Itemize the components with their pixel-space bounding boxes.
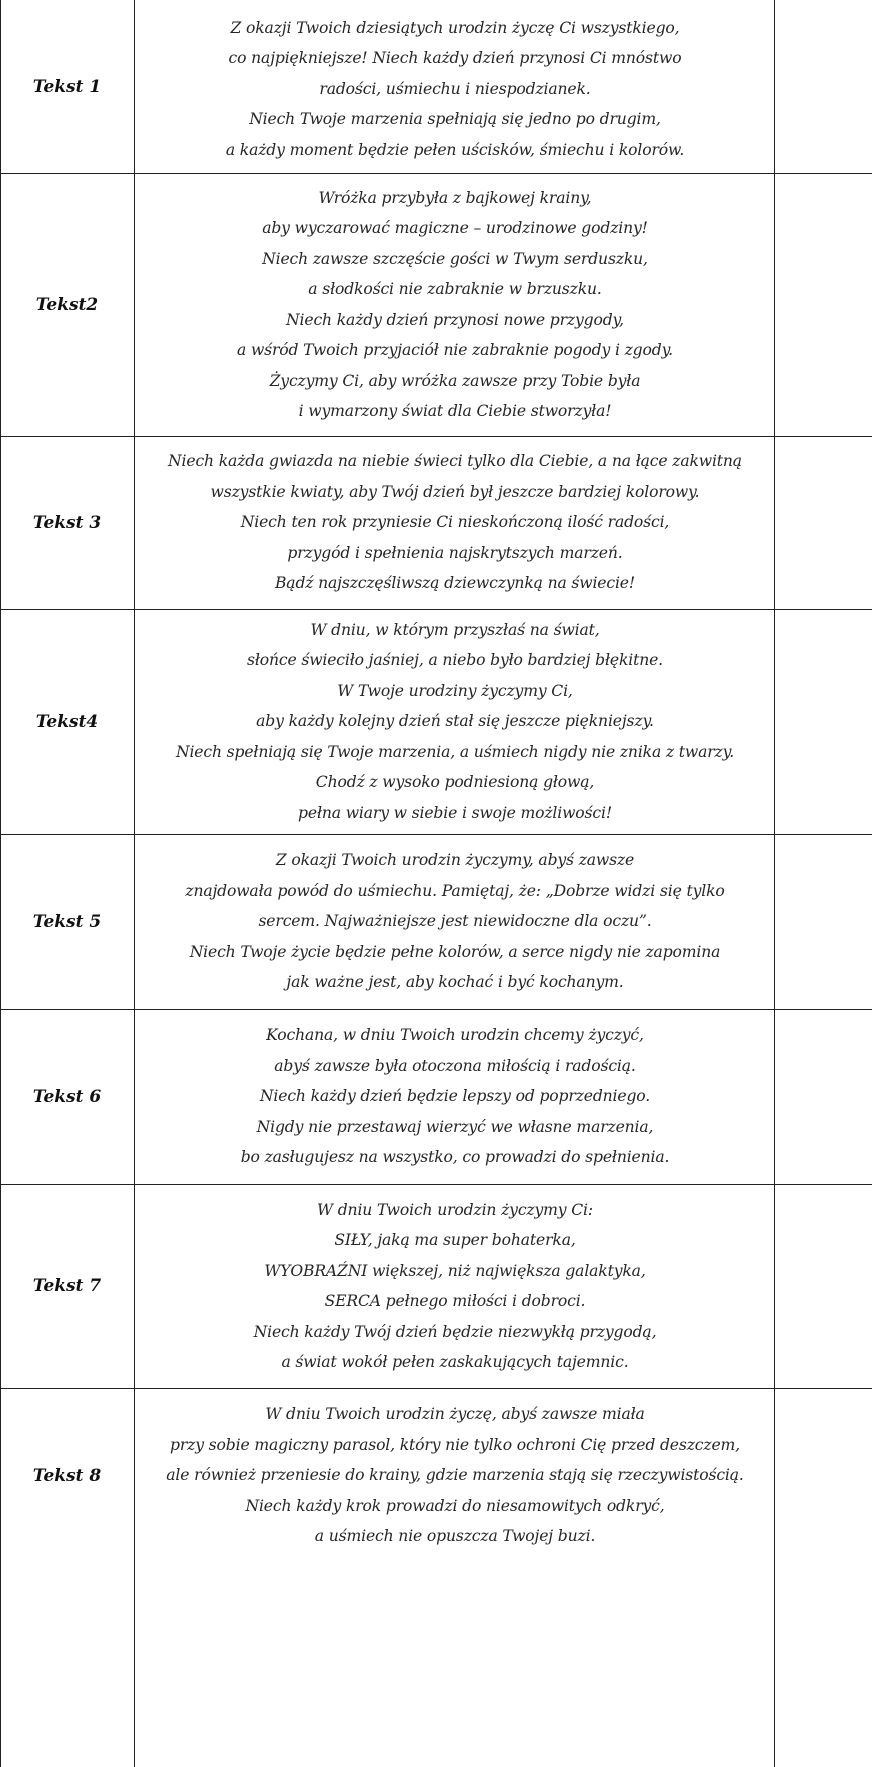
wish-text-cell [135,5,775,173]
wish-line: bo zasługujesz na wszystko, co prowadzi do spełnienia. [240,1148,670,1167]
wish-line: Niech każdy dzień będzie lepszy od poprzedniego. [259,1087,651,1106]
wish-line: pełna wiary w siebie i swoje możliwości! [298,803,612,822]
wish-line: aby każdy kolejny dzień stał się jeszcze piękniejszy. [256,712,654,731]
wish-line: a świat wokół pełen zaskakujących tajemnic. [281,1353,629,1371]
row-label: Tekst 1 [32,76,102,97]
wish-text-cell [135,436,775,609]
wish-line: przy sobie magiczny parasol, który nie tylko ochroni Cię przed deszczem, [170,1435,740,1454]
wish-line: a wśród Twoich przyjaciół nie zabraknie pogody i zgody. [237,341,673,359]
wish-line: Z okazji Twoich dziesiątych urodzin życzę Ci wszystkiego, [230,18,680,37]
row-label: Tekst 7 [32,1276,102,1296]
wish-line: a słodkości nie zabraknie w brzuszku. [308,280,602,298]
wish-line: abyś zawsze była otoczona miłością i radością. [274,1056,636,1075]
wish-text-cell [135,1009,775,1184]
row-label: Tekst 3 [32,512,102,533]
wish-line: a uśmiech nie opuszcza Twojej buzi. [314,1527,596,1546]
wish-text-cell [135,609,775,834]
wish-line: Niech Twoje życie będzie pełne kolorów, a serce nigdy nie zapomina [189,942,721,961]
row-label: Tekst2 [35,294,99,315]
wish-text-cell [135,834,775,1009]
wish-line: Bądź najszczęśliwszą dziewczynką na świecie! [274,574,636,593]
wish-line: Chodź z wysoko podniesioną głową, [315,773,595,792]
wish-text-cell [135,173,775,436]
wish-line: Niech ten rok przyniesie Ci nieskończoną ilość radości, [240,513,670,532]
wish-line: Życzymy Ci, aby wróżka zawsze przy Tobie była [269,371,641,390]
wish-line: W dniu, w którym przyszłaś na świat, [310,620,600,639]
wish-line: i wymarzony świat dla Ciebie stworzyła! [298,402,612,420]
wish-line: W Twoje urodziny życzymy Ci, [337,681,573,700]
wish-line: aby wyczarować magiczne – urodzinowe godziny! [262,219,648,237]
wish-line: radości, uśmiechu i niespodzianek. [319,79,591,98]
wish-line: Wróżka przybyła z bajkowej krainy, [318,188,592,207]
wish-line: wszystkie kwiaty, aby Twój dzień był jeszcze bardziej kolorowy. [210,482,700,501]
row-label: Tekst 5 [32,911,102,932]
wish-line: SERCA pełnego miłości i dobroci. [324,1292,586,1310]
wish-line: Niech każdy dzień przynosi nowe przygody, [286,310,624,329]
wish-line: Niech każda gwiazda na niebie świeci tylko dla Ciebie, a na łące zakwitną [168,452,742,471]
wish-text-cell [135,1388,775,1563]
wish-line: Z okazji Twoich urodzin życzymy, abyś zawsze [275,851,635,870]
wish-line: sercem. Najważniejsze jest niewidoczne dla oczu”. [258,912,652,931]
wish-line: Niech spełniają się Twoje marzenia, a uśmiech nigdy nie znika z twarzy. [175,742,735,761]
wish-line: Niech każdy Twój dzień będzie niezwykłą przygodą, [253,1322,657,1341]
row-label: Tekst4 [35,711,99,732]
wish-line: przygód i spełnienia najskrytszych marzeń. [287,543,623,562]
wish-text-cell [135,1184,775,1388]
wish-line: Niech zawsze szczęście gości w Twym serduszku, [262,249,648,268]
wish-line: W dniu Twoich urodzin życzę, abyś zawsze miała [265,1405,645,1424]
wish-line: słońce świeciło jaśniej, a niebo było bardziej błękitne. [246,651,663,670]
wish-line: Nigdy nie przestawaj wierzyć we własne marzenia, [256,1117,654,1136]
wish-line: Niech Twoje marzenia spełniają się jedno po drugim, [249,110,661,129]
wish-line: znajdowała powód do uśmiechu. Pamiętaj, że: „Dobrze widzi się tylko [185,881,725,900]
wish-line: a każdy moment będzie pełen uścisków, śmiechu i kolorów. [225,140,685,159]
wish-line: Niech każdy krok prowadzi do niesamowitych odkryć, [245,1496,665,1515]
row-label: Tekst 8 [32,1465,102,1486]
wish-line: co najpiękniejsze! Niech każdy dzień przynosi Ci mnóstwo [228,49,682,68]
row-label: Tekst 6 [32,1086,102,1107]
wish-line: SIŁY, jaką ma super bohaterka, [334,1231,576,1249]
wish-line: Kochana, w dniu Twoich urodzin chcemy życzyć, [266,1026,644,1045]
wish-line: ale również przeniesie do krainy, gdzie marzenia stają się rzeczywistością. [166,1466,744,1485]
wish-line: W dniu Twoich urodzin życzymy Ci: [317,1200,593,1219]
wish-line: jak ważne jest, aby kochać i być kochanym. [286,973,624,992]
wish-line: WYOBRAŹNI większej, niż największa galaktyka, [264,1261,646,1280]
